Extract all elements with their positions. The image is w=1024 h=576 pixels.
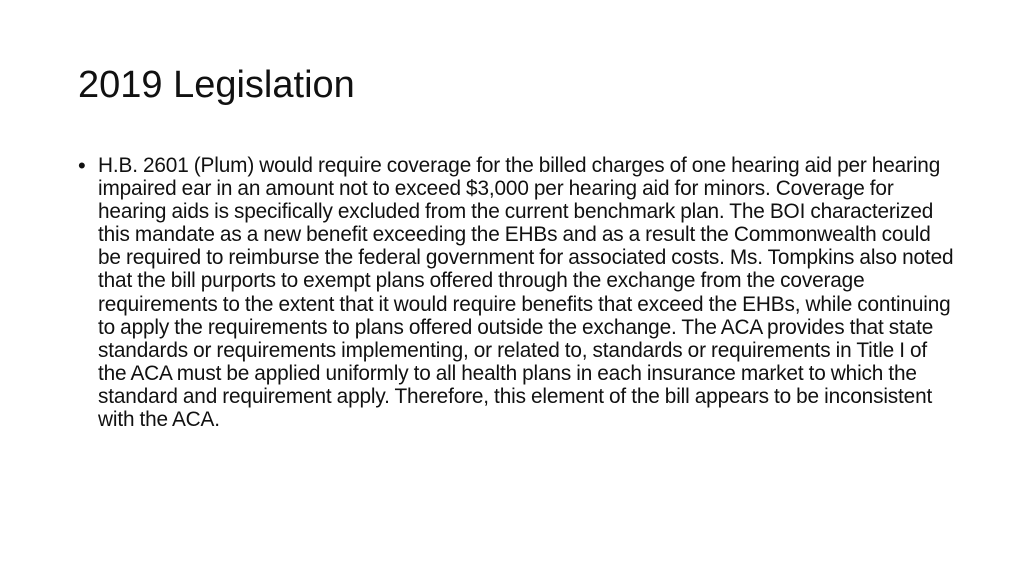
bullet-text: H.B. 2601 (Plum) would require coverage for the billed charges of one hearing aid per hearing impaired ear in an amount not to exceed $3,000 per hearing aid for minors. Coverage for hearing aids is specifically excluded from the current benchmark plan. The BOI characterized this mandate as a new benefit exceeding the EHBs and as a result the Commonwealth could be required to reimburse the federal government for associated costs. Ms. Tompkins also noted that the bill purports to exempt plans offered through the exchange from the coverage requirements to the extent that it would require benefits that exceed the EHBs, while continuing to apply the requirements to plans offered outside the exchange. The ACA provides that state standards or requirements implementing, or related to, standards or requirements in Title I of the ACA must be applied uniformly to all health plans in each insurance market to which the standard and requirement apply. Therefore, this element of the bill appears to be inconsistent with the ACA. [98, 154, 954, 432]
bullet-marker: • [78, 153, 86, 178]
bullet-item [78, 154, 958, 431]
slide-content [78, 154, 958, 431]
slide-title: 2019 Legislation [78, 64, 355, 106]
